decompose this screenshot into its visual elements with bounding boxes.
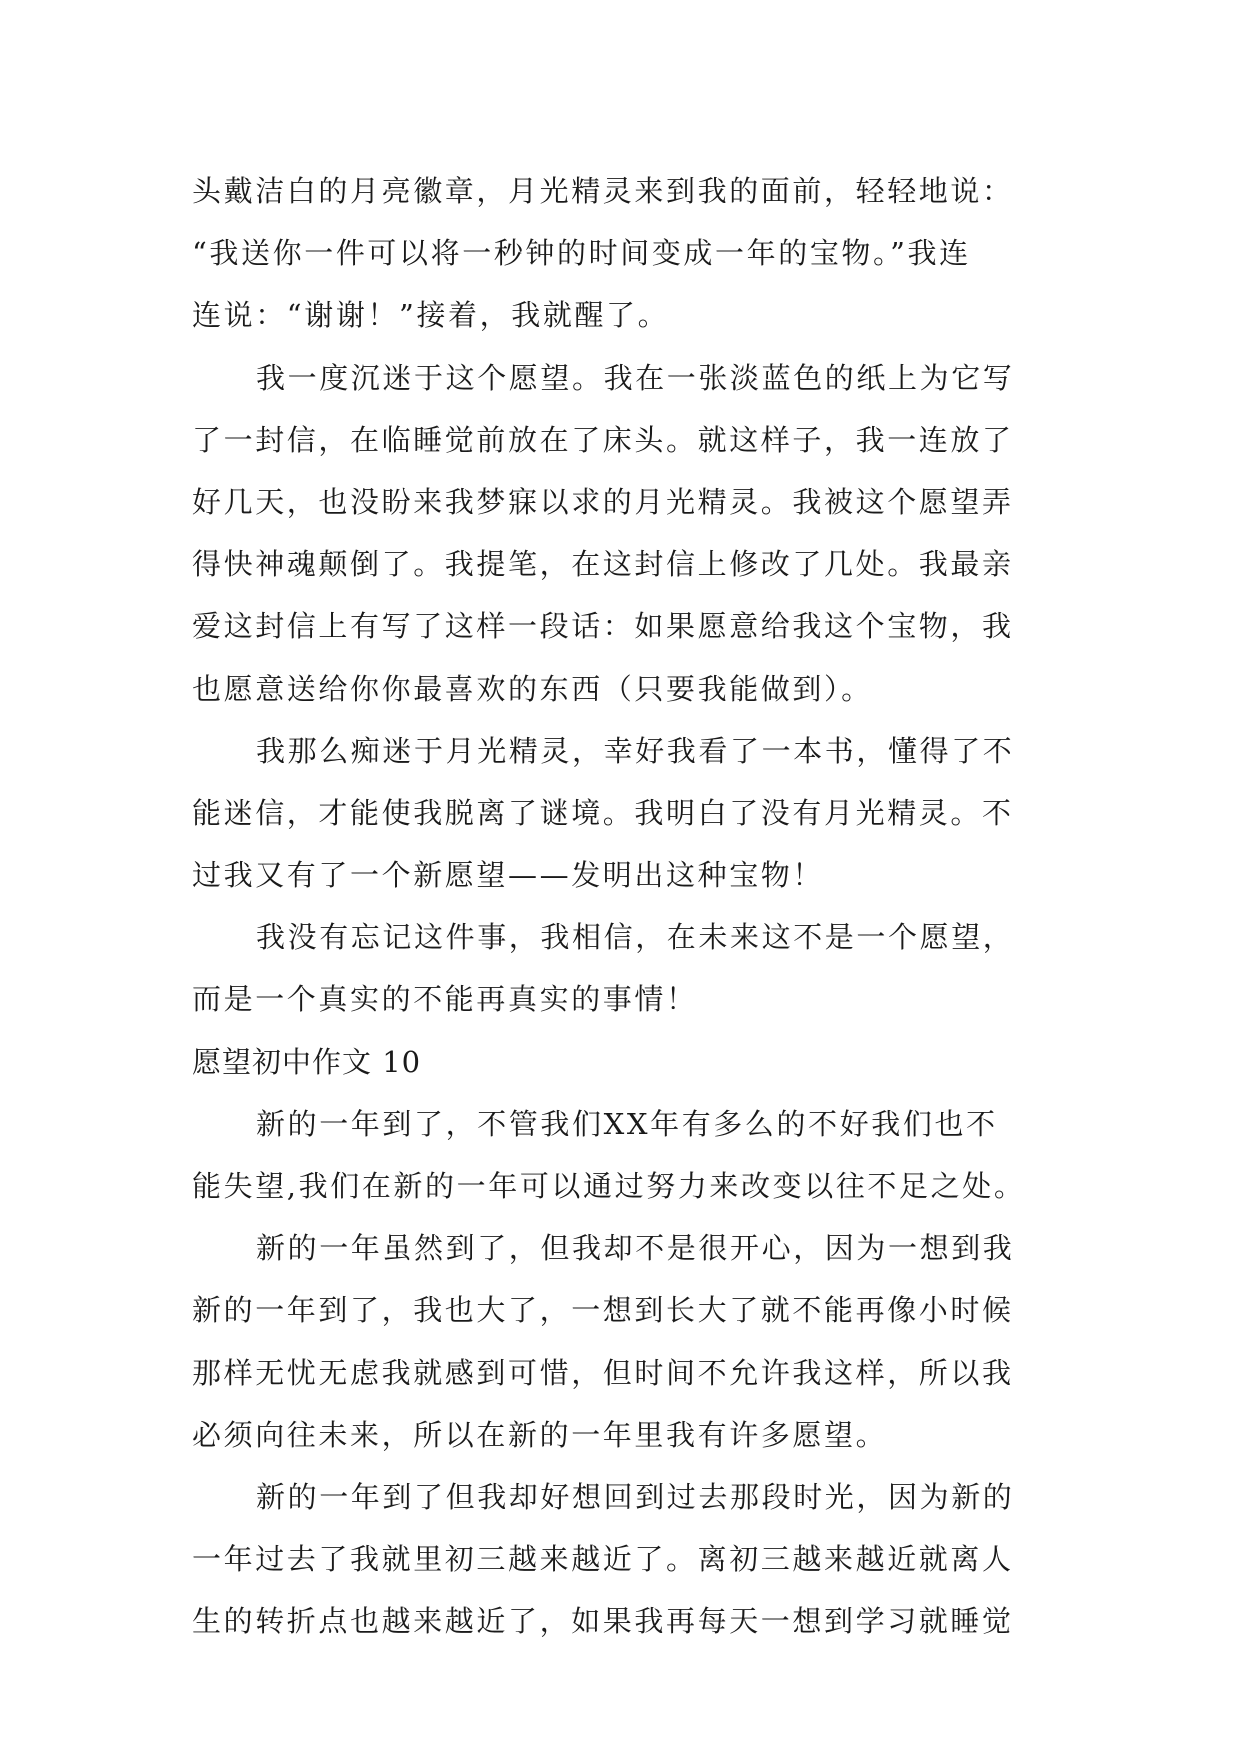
text-line: 了一封信，在临睡觉前放在了床头。就这样子，我一连放了 [192, 422, 1014, 457]
text-line: 能失望,我们在新的一年可以通过努力来改变以往不足之处。 [192, 1169, 1026, 1203]
paragraph-start-line: 新的一年到了，不管我们XX年有多么的不好我们也不 [256, 1106, 998, 1141]
paragraph-start-line: 我一度沉迷于这个愿望。我在一张淡蓝色的纸上为它写 [256, 360, 1015, 395]
essay-text [192, 160, 1052, 1653]
paragraph-start-line: 新的一年到了但我却好想回到过去那段时光，因为新的 [256, 1479, 1015, 1514]
text-line: 也愿意送给你你最喜欢的东西（只要我能做到）。 [192, 671, 873, 706]
text-line: “我送你一件可以将一秒钟的时间变成一年的宝物。”我连 [192, 236, 971, 271]
text-line: 必须向往未来，所以在新的一年里我有许多愿望。 [192, 1417, 888, 1452]
text-line: 连说：“谢谢！”接着，我就醒了。 [192, 298, 670, 333]
text-line: 一年过去了我就里初三越来越近了。离初三越来越近就离人 [192, 1542, 1014, 1577]
text-line: 过我又有了一个新愿望——发明出这种宝物！ [192, 858, 825, 893]
text-line: 好几天，也没盼来我梦寐以求的月光精灵。我被这个愿望弄 [192, 484, 1014, 519]
text-line: 新的一年到了，我也大了，一想到长大了就不能再像小时候 [192, 1293, 1014, 1328]
paragraph-start-line: 我没有忘记这件事，我相信，在未来这不是一个愿望， [256, 920, 1015, 955]
text-line: 爱这封信上有写了这样一段话：如果愿意给我这个宝物，我 [192, 609, 1014, 644]
paragraph-start-line: 新的一年虽然到了，但我却不是很开心，因为一想到我 [256, 1231, 1015, 1266]
text-line: 那样无忧无虑我就感到可惜，但时间不允许我这样，所以我 [192, 1355, 1014, 1390]
section-heading: 愿望初中作文 10 [192, 1044, 422, 1079]
text-line: 头戴洁白的月亮徽章，月光精灵来到我的面前，轻轻地说： [192, 174, 1014, 208]
text-line: 而是一个真实的不能再真实的事情！ [192, 982, 698, 1017]
text-line: 能迷信，才能使我脱离了谜境。我明白了没有月光精灵。不 [192, 795, 1014, 830]
text-line: 得快神魂颠倒了。我提笔，在这封信上修改了几处。我最亲 [192, 547, 1014, 582]
paragraph-start-line: 我那么痴迷于月光精灵，幸好我看了一本书，懂得了不 [256, 733, 1015, 768]
text-line: 生的转折点也越来越近了，如果我再每天一想到学习就睡觉 [192, 1604, 1014, 1639]
